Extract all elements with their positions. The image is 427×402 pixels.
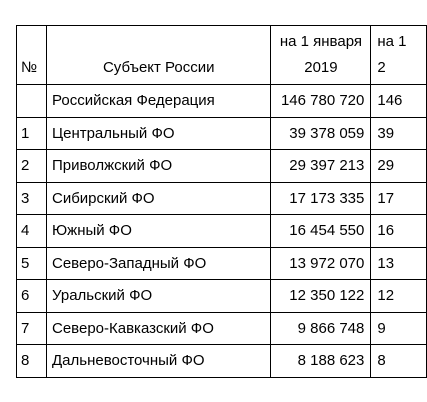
row-number: 7 (17, 312, 47, 345)
row-number: 4 (17, 215, 47, 248)
row-subject: Северо-Западный ФО (47, 247, 271, 280)
table-row (17, 345, 427, 378)
row-value-next: 9 (371, 312, 427, 345)
row-number: 2 (17, 150, 47, 183)
table-row (17, 247, 427, 280)
row-subject: Сибирский ФО (47, 182, 271, 215)
row-subject: Южный ФО (47, 215, 271, 248)
row-value-2019: 29 397 213 (271, 150, 371, 183)
row-value-2019: 146 780 720 (271, 85, 371, 118)
row-value-next: 12 (371, 280, 427, 313)
row-subject: Приволжский ФО (47, 150, 271, 183)
row-value-2019: 17 173 335 (271, 182, 371, 215)
row-value-next: 29 (371, 150, 427, 183)
row-value-2019: 13 972 070 (271, 247, 371, 280)
row-number: 5 (17, 247, 47, 280)
population-table (16, 25, 427, 378)
header-next-year-date: на 1 (377, 33, 407, 50)
table-row (17, 215, 427, 248)
row-number: 6 (17, 280, 47, 313)
header-jan-2019-year: 2019 (304, 59, 338, 76)
row-subject: Российская Федерация (47, 85, 271, 118)
population-table-container (16, 25, 427, 381)
row-value-next: 16 (371, 215, 427, 248)
header-jan-2019 (271, 26, 371, 85)
row-value-next: 146 (371, 85, 427, 118)
table-row (17, 312, 427, 345)
header-number: № (17, 26, 47, 85)
header-next-year (371, 26, 427, 85)
row-subject: Дальневосточный ФО (47, 345, 271, 378)
row-number (17, 85, 47, 118)
row-subject: Уральский ФО (47, 280, 271, 313)
header-next-year-year: 2 (377, 59, 386, 76)
row-value-next: 39 (371, 117, 427, 150)
table-row (17, 85, 427, 118)
row-subject: Центральный ФО (47, 117, 271, 150)
row-value-2019: 8 188 623 (271, 345, 371, 378)
header-jan-2019-date: на 1 января (279, 33, 362, 50)
row-value-2019: 16 454 550 (271, 215, 371, 248)
row-value-next: 17 (371, 182, 427, 215)
row-subject: Северо-Кавказский ФО (47, 312, 271, 345)
row-number: 8 (17, 345, 47, 378)
row-number: 3 (17, 182, 47, 215)
row-value-2019: 9 866 748 (271, 312, 371, 345)
row-number: 1 (17, 117, 47, 150)
table-header-row (17, 26, 427, 85)
row-value-2019: 39 378 059 (271, 117, 371, 150)
table-row (17, 182, 427, 215)
header-subject: Субъект России (47, 26, 271, 85)
table-row (17, 150, 427, 183)
row-value-2019: 12 350 122 (271, 280, 371, 313)
row-value-next: 13 (371, 247, 427, 280)
table-row (17, 117, 427, 150)
row-value-next: 8 (371, 345, 427, 378)
table-row (17, 280, 427, 313)
